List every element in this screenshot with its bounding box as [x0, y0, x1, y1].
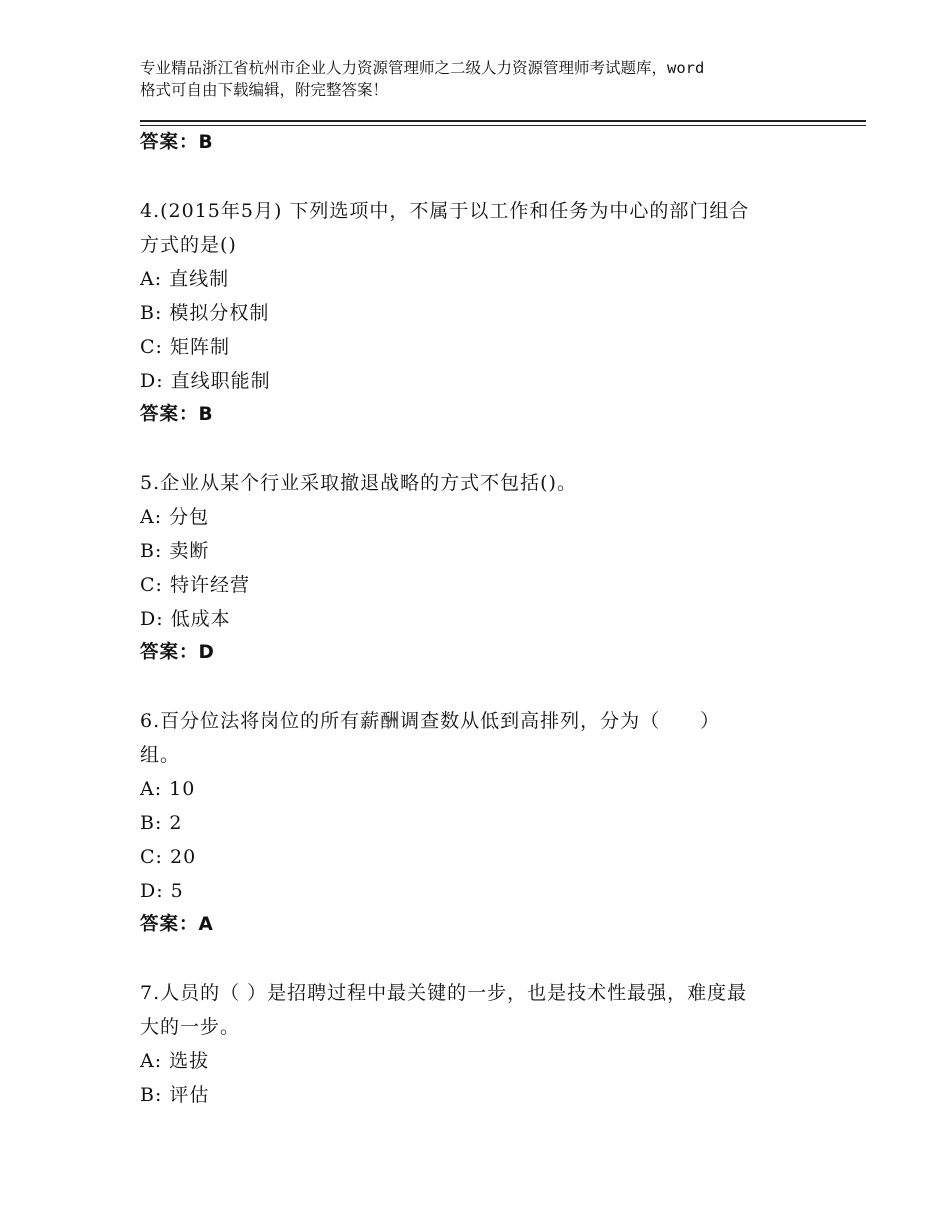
option-b: B: 2 — [140, 812, 183, 834]
header-divider-thick — [140, 120, 866, 122]
question-stem-line: 方式的是() — [140, 234, 237, 256]
spacer — [140, 942, 820, 976]
header-line-2: 格式可自由下载编辑，附完整答案！ — [140, 81, 389, 99]
answer: 答案：D — [140, 642, 215, 663]
question-stem-line: 7.人员的（ ）是招聘过程中最关键的一步，也是技术性最强，难度最 — [140, 982, 748, 1004]
option-d: D: 低成本 — [140, 608, 231, 630]
option-d: D: 5 — [140, 880, 184, 902]
document-header — [140, 57, 830, 101]
option-a: A: 直线制 — [140, 268, 230, 290]
question-list — [140, 126, 820, 1112]
option-a: A: 10 — [140, 778, 196, 800]
previous-answer: 答案：B — [140, 132, 214, 153]
option-d: D: 直线职能制 — [140, 370, 271, 392]
question-7 — [140, 976, 820, 1112]
option-b: B: 模拟分权制 — [140, 302, 270, 324]
option-b: B: 卖断 — [140, 540, 210, 562]
answer: 答案：B — [140, 404, 214, 425]
answer: 答案：A — [140, 914, 214, 935]
header-line-1: 专业精品浙江省杭州市企业人力资源管理师之二级人力资源管理师考试题库，word — [140, 59, 705, 77]
question-stem-line: 4.(2015年5月) 下列选项中，不属于以工作和任务为中心的部门组合 — [140, 200, 750, 222]
option-b: B: 评估 — [140, 1084, 210, 1106]
question-stem-line: 组。 — [140, 744, 181, 766]
question-stem-line: 大的一步。 — [140, 1016, 241, 1038]
spacer — [140, 160, 820, 194]
option-a: A: 选拔 — [140, 1050, 210, 1072]
spacer — [140, 432, 820, 466]
option-c: C: 矩阵制 — [140, 336, 230, 358]
question-stem-line: 6.百分位法将岗位的所有薪酬调查数从低到高排列，分为（ ） — [140, 710, 721, 732]
option-a: A: 分包 — [140, 506, 210, 528]
question-4 — [140, 194, 820, 432]
option-c: C: 20 — [140, 846, 197, 868]
option-c: C: 特许经营 — [140, 574, 250, 596]
question-5 — [140, 466, 820, 670]
question-stem-line: 5.企业从某个行业采取撤退战略的方式不包括()。 — [140, 472, 577, 494]
spacer — [140, 670, 820, 704]
question-6 — [140, 704, 820, 942]
